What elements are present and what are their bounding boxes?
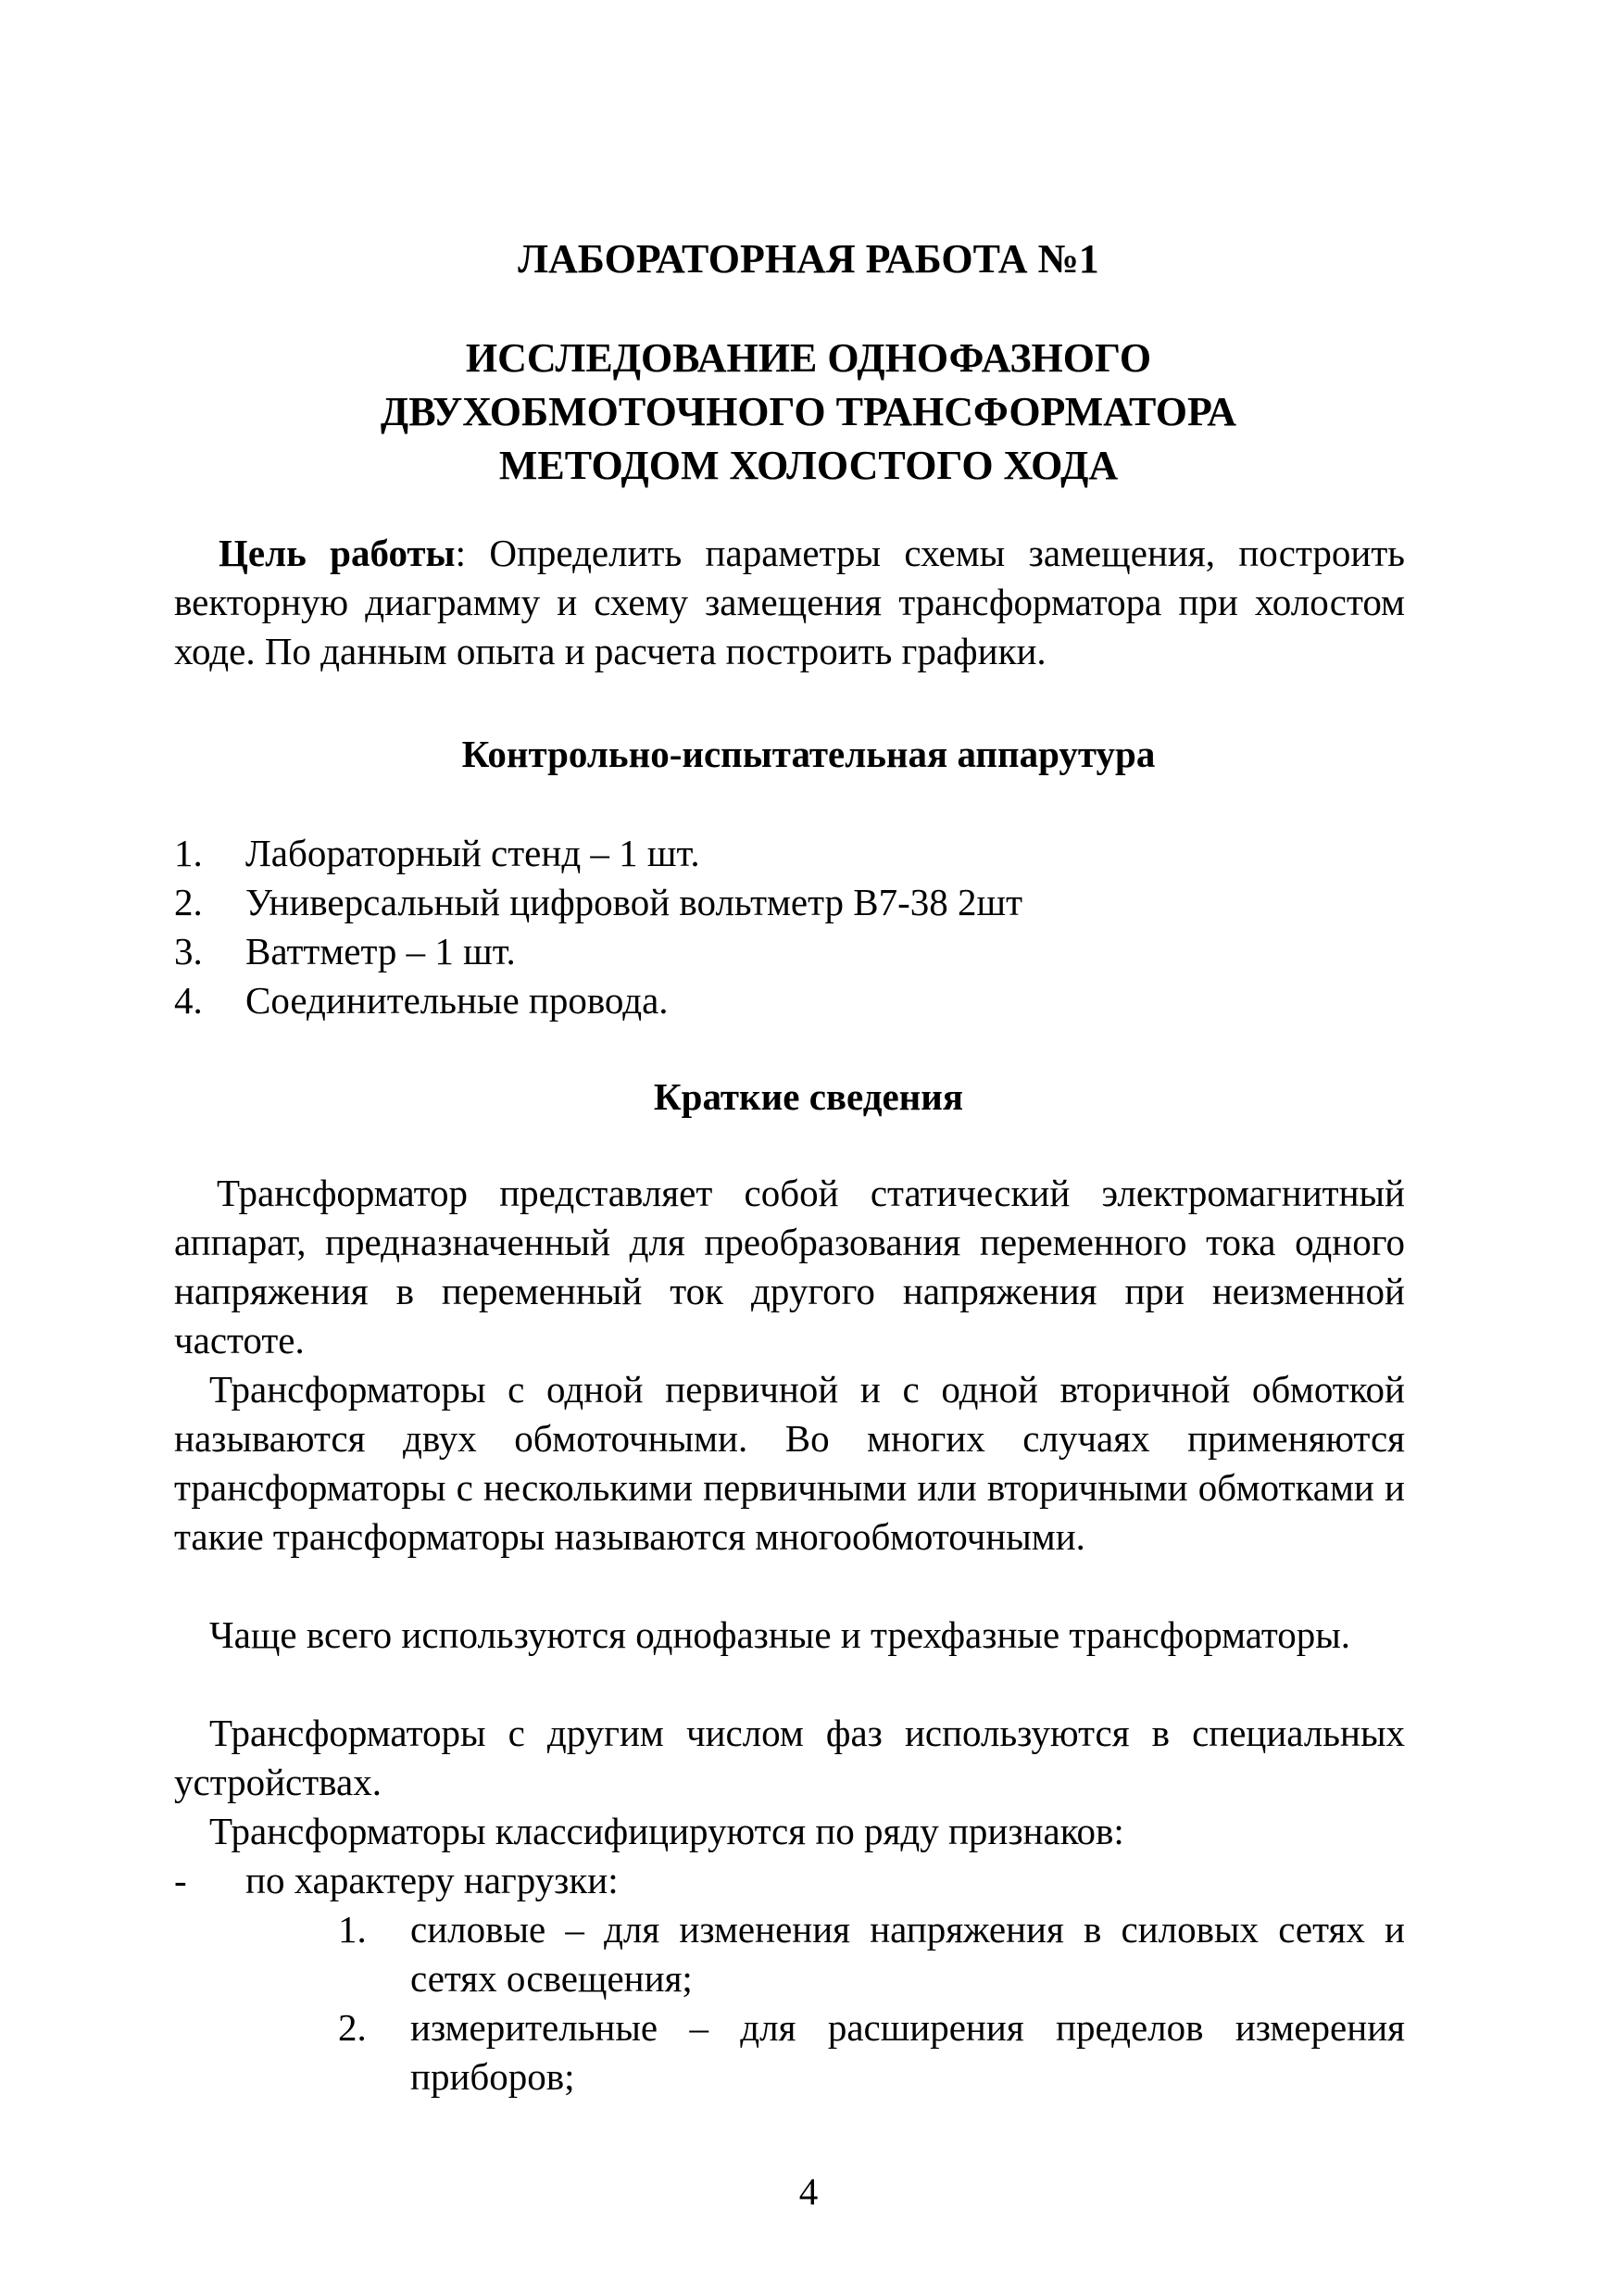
list-item [174,829,1022,878]
dash-item-text: по характеру нагрузки: [245,1859,619,1901]
main-title-line-3: МЕТОДОМ ХОЛОСТОГО ХОДА [498,443,1119,488]
equipment-heading: Контрольно-испытательная аппарутура [461,733,1156,775]
list-item-text: Лабораторный стенд – 1 шт. [245,832,700,874]
goal-paragraph [174,529,1405,676]
paragraph-1: Трансформатор представляет собой статический электромагнитный аппарат, предназначенный для преобразования переменного тока одного напряжения в переменный ток другого напряжения при неизменной частоте. [174,1172,1405,1361]
main-title-line-2: ДВУХОБМОТОЧНОГО ТРАНСФОРМАТОРА [380,389,1237,434]
paragraph-4: Трансформаторы с другим числом фаз используются в специальных устройствах. [174,1712,1405,1803]
list-item [174,878,1022,927]
list-item-number: 2. [338,2006,367,2049]
dash-bullet: - [174,1859,187,1901]
brief-info-heading: Краткие сведения [653,1075,964,1118]
classification-list [338,1905,1405,2102]
lab-work-title: ЛАБОРАТОРНАЯ РАБОТА №1 [518,236,1099,282]
main-title [0,332,1617,493]
list-item-number: 2. [174,881,203,923]
list-item-text: Соединительные провода. [245,979,669,1022]
page-number: 4 [798,2170,819,2213]
list-item [174,976,1022,1025]
list-item [338,2003,1405,2102]
list-item-number: 1. [174,832,203,874]
list-item-number: 1. [338,1908,367,1951]
list-item-text: измерительные – для расширения пределов измерения приборов; [410,2006,1405,2098]
list-item [338,1905,1405,2003]
main-title-line-1: ИССЛЕДОВАНИЕ ОДНОФАЗНОГО [465,335,1152,381]
paragraph-2: Трансформаторы с одной первичной и с одной вторичной обмоткой называются двух обмоточными. Во многих случаях применяются трансформаторы с несколькими первичными или вторичными обмотками и такие трансформаторы называются многообмоточными. [174,1368,1405,1558]
equipment-list [174,829,1022,1025]
list-item-number: 3. [174,930,203,972]
list-item-text: Ваттметр – 1 шт. [245,930,516,972]
dash-list-item [174,1856,619,1905]
paragraph-5: Трансформаторы классифицируются по ряду признаков: [209,1810,1124,1852]
goal-text: : Определить параметры схемы замещения, построить векторную диаграмму и схему замещения трансформатора при холостом ходе. По данным опыта и расчета построить графики. [174,532,1405,672]
list-item [174,927,1022,976]
paragraph-3: Чаще всего используются однофазные и трехфазные трансформаторы. [209,1613,1351,1656]
list-item-number: 4. [174,979,203,1022]
list-item-text: Универсальный цифровой вольтметр В7-38 2шт [245,881,1023,923]
list-item-text: силовые – для изменения напряжения в силовых сетях и сетях освещения; [410,1908,1405,2000]
goal-label: Цель работы [219,532,456,574]
